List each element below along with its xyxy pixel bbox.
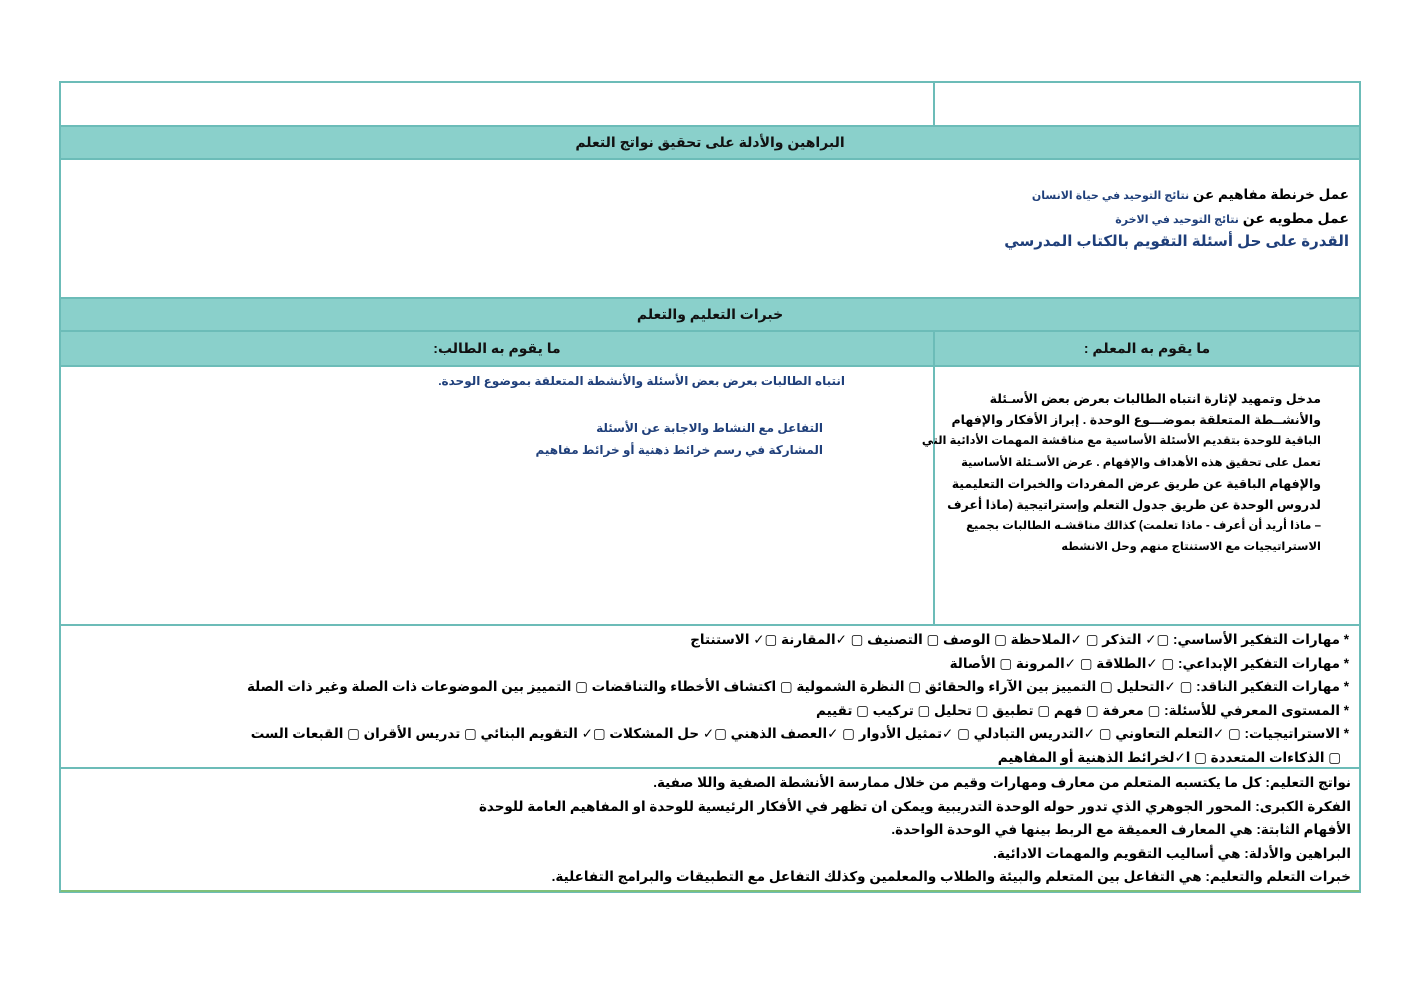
definition-term: نواتج التعليم: xyxy=(1265,775,1351,790)
definition-text: هي المعارف العميقة مع الربط بينها في الوحدة الواحدة. xyxy=(891,822,1257,837)
definition-text: المحور الجوهري الذي تدور حوله الوحدة التدريبية ويمكن ان تظهر في الأفكار الرئيسية للوحدة او المفاهيم العامة للوحدة xyxy=(478,798,1256,814)
top-left-cell xyxy=(60,82,934,126)
definition xyxy=(61,795,1351,819)
definition-term: الفكرة الكبرى: xyxy=(1255,798,1351,814)
evidence-line-3: القدرة على حل أسئلة التقويم بالكتاب المدرسي xyxy=(1004,233,1349,250)
definition-text: هي التفاعل بين المتعلم والبيئة والطلاب والمعلمين وكذلك التفاعل مع التطبيقات والبرامج التفاعلية. xyxy=(551,869,1206,884)
teacher-activities xyxy=(921,366,1360,625)
teacher-line: والأنشــطة المتعلقة بموضـــوع الوحدة . إبراز الأفكار والإفهام xyxy=(951,413,1321,428)
evidence-text: عمل خرنطة مفاهيم عن xyxy=(1189,187,1349,202)
definition xyxy=(61,818,1351,842)
definition-term: خبرات التعلم والتعليم: xyxy=(1205,869,1351,884)
student-header: ما يقوم به الطالب: xyxy=(60,331,934,366)
basic-thinking-skills: * مهارات التفكير الأساسي: ▢✓ التذكر ▢ ✓الملاحظة ▢ الوصف ▢ التصنيف ▢ ✓المقارنة ▢✓ الاستنتاج xyxy=(690,632,1349,647)
evidence-header: البراهين والأدلة على تحقيق نواتج التعلم xyxy=(60,126,1360,159)
strategies-continued: ▢ الذكاءات المتعددة ▢ ا✓لخرائط الذهنية أو المفاهيم xyxy=(997,749,1341,765)
teacher-header: ما يقوم به المعلم : xyxy=(934,331,1360,366)
student-line: التفاعل مع النشاط والاجابة عن الأسئلة xyxy=(596,421,823,435)
skills-section xyxy=(60,625,1360,768)
critical-thinking-skills: * مهارات التفكير الناقد: ▢ ✓التحليل ▢ التمييز بين الآراء والحقائق ▢ النظرة الشمولية ▢ اكتشاف الأخطاء والتناقضات ▢ التمييز بين الموضوعات ذات الصلة وغير ذات الصلة xyxy=(246,679,1349,694)
creative-thinking-skills: * مهارات التفكير الإبداعي: ▢ ✓الطلاقة ▢ ✓المرونة ▢ الأصالة xyxy=(949,655,1349,671)
evidence-content xyxy=(60,159,1360,298)
student-line: المشاركة في رسم خرائط ذهنية أو خرائط مفاهيم xyxy=(535,443,823,457)
definition xyxy=(61,865,1351,889)
definition-text: هي أساليب التقويم والمهمات الادائية. xyxy=(993,845,1245,861)
top-right-cell xyxy=(934,82,1360,126)
definitions-section xyxy=(60,768,1360,892)
evidence-topic: نتائج التوحيد في حياة الانسان xyxy=(1031,190,1190,202)
teacher-line: مدخل وتمهيد لإثارة انتباه الطالبات بعرض بعض الأسـئلة xyxy=(989,392,1321,406)
cognitive-level: * المستوى المعرفي للأسئلة: ▢ معرفة ▢ فهم ▢ تطبيق ▢ تحليل ▢ تركيب ▢ تقييم xyxy=(816,702,1349,718)
strategies: * الاستراتيجيات: ▢ ✓التعلم التعاوني ▢ ✓التدريس التبادلي ▢ ✓تمثيل الأدوار ▢ ✓العصف الذهني ▢✓ حل المشكلات ▢✓ التقويم البنائي ▢ تدريس الأقران ▢ القبعات الست xyxy=(250,726,1349,741)
definition-text: كل ما يكتسبه المتعلم من معارف ومهارات وقيم من خلال ممارسة الأنشطة الصفية واللا صفية. xyxy=(653,775,1266,790)
teacher-line: – ماذا أريد أن أعرف - ماذا تعلمت) كذالك مناقشـه الطالبات بجميع xyxy=(966,520,1321,533)
evidence-topic: نتائج التوحيد في الاخرة xyxy=(1115,214,1239,226)
teacher-line: الاستراتيجيات مع الاستنتاج منهم وحل الانشطه xyxy=(1061,541,1321,554)
evidence-text: عمل مطويه عن xyxy=(1238,210,1349,226)
evidence-line-1 xyxy=(61,184,1349,207)
teacher-line: والإفهام الباقية عن طريق عرض المفردات والخبرات التعليمية xyxy=(951,476,1321,491)
definition-term: الأفهام الثابتة: xyxy=(1256,822,1351,837)
teacher-line: الباقية للوحدة بتقديم الأسئلة الأساسية مع مناقشة المهمات الأدائية التي xyxy=(921,435,1321,448)
teacher-line: تعمل على تحقيق هذه الأهداف والإفهام . عرض الأسـئلة الأساسية xyxy=(961,456,1321,469)
student-line: انتباه الطالبات بعرض بعض الأسئلة والأنشطة المتعلقة بموضوع الوحدة. xyxy=(438,374,845,388)
definition xyxy=(61,771,1351,795)
student-activities xyxy=(60,366,934,625)
definition-term: البراهين والأدلة: xyxy=(1244,845,1351,861)
experiences-header: خبرات التعليم والتعلم xyxy=(60,298,1360,331)
teacher-line: لدروس الوحدة عن طريق جدول التعلم وإستراتيجية (ماذا أعرف xyxy=(947,498,1321,513)
evidence-line-2 xyxy=(61,207,1349,231)
definition xyxy=(61,842,1351,866)
